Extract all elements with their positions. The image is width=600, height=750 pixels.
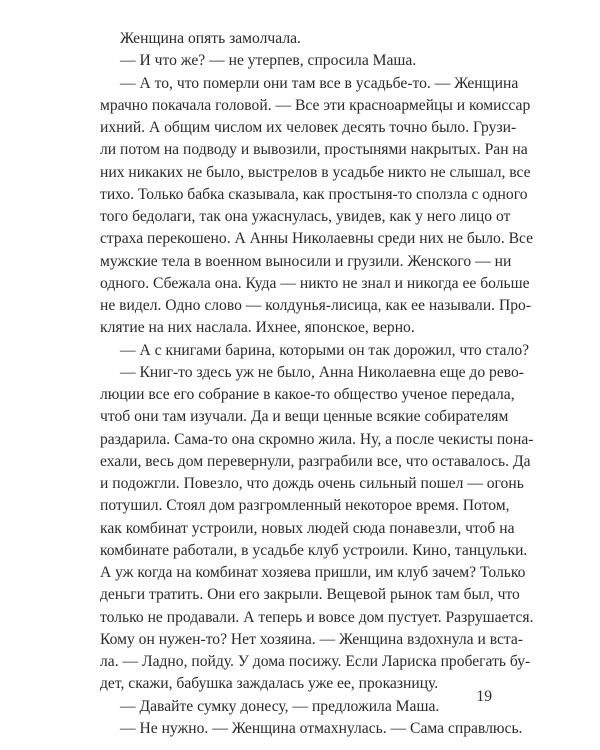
text-line: дет, скажи, бабушка заждалась уже ее, проказницу.	[100, 675, 439, 693]
text-line: раздарила. Сама-то она скромно жила. Ну, а после чекисты пона-	[100, 430, 534, 448]
body-text	[100, 28, 534, 740]
paragraph	[100, 340, 530, 362]
text-line: — Книг-то здесь уж не было, Анна Николаевна еще до рево-	[120, 363, 524, 381]
paragraph	[100, 362, 534, 696]
paragraph	[100, 696, 492, 718]
paragraph	[100, 50, 492, 72]
text-line: одного. Сбежала она. Куда — никто не знал и никогда ее больше	[100, 274, 530, 292]
text-line: страха перекошено. А Анны Николаевны среди них не было. Все	[100, 230, 534, 248]
text-line: комбинате работали, в усадьбе клуб устроили. Кино, танцульки.	[100, 541, 528, 559]
text-line: — Не нужно. — Женщина отмахнулась. — Сама справлюсь.	[120, 719, 523, 737]
text-line: потушил. Стоял дом разгромленный некоторое время. Потом,	[100, 497, 510, 515]
text-line: ла. — Ладно, пойду. У дома посижу. Если Лариска пробегать бу-	[100, 653, 531, 670]
paragraph	[100, 718, 523, 740]
text-line: мужские тела в военном выносили и грузили. Женского — ни	[100, 252, 512, 270]
text-line: тихо. Только бабка сказывала, как простыня-то сползла с одного	[100, 185, 528, 203]
text-line: ли потом на подводу и вывозили, простынями накрытых. Ран на	[100, 141, 528, 159]
text-line: них никаких не было, выстрелов в усадьбе никто не слышал, все	[100, 163, 531, 181]
text-line: как комбинат устроили, новых людей сюда понавезли, чтоб на	[100, 519, 515, 537]
text-line: того бедолаги, так она ужаснулась, увидев, как у него лицо от	[100, 208, 511, 225]
text-line: клятие на них наслала. Ихнее, японское, верно.	[100, 319, 415, 337]
text-line: и подожгли. Повезло, что дождь очень сильный пошел — огонь	[100, 475, 524, 492]
paragraph	[100, 28, 492, 50]
text-line: мрачно покачала головой. — Все эти красноармейцы и комиссар	[100, 96, 531, 114]
text-line: — А с книгами барина, которыми он так дорожил, что стало?	[120, 341, 530, 359]
text-line: ихний. А общим числом их человек десять точно было. Грузи-	[100, 119, 517, 136]
text-line: ехали, весь дом перевернули, разграбили все, что оставалось. Да	[100, 452, 531, 470]
text-line: не видел. Одно слово — колдунья-лисица, как ее называли. Про-	[100, 297, 532, 314]
text-line: только не продавали. А теперь и вовсе дом пустует. Разрушается.	[100, 608, 534, 626]
text-line: Женщина опять замолчала.	[120, 30, 301, 47]
text-line: чтоб они там изучали. Да и вещи ценные всякие собирателям	[100, 408, 509, 426]
text-line: — Давайте сумку донесу, — предложила Маша.	[120, 697, 440, 715]
page-number: 19	[476, 688, 492, 705]
text-line: деньги тратить. Они его закрыли. Вещевой рынок там был, что	[100, 586, 520, 604]
text-line: люции все его собрание в какое-то общество ученое передала,	[100, 386, 515, 403]
text-line: А уж когда на комбинат хозяева пришли, им клуб зачем? Только	[100, 564, 526, 581]
text-line: Кому он нужен-то? Нет хозяина. — Женщина вздохнула и вста-	[100, 630, 524, 648]
text-line: — А то, что померли они там все в усадьбе-то. — Женщина	[120, 74, 519, 92]
paragraph	[100, 73, 534, 340]
text-line: — И что же? — не утерпев, спросила Маша.	[120, 52, 417, 70]
